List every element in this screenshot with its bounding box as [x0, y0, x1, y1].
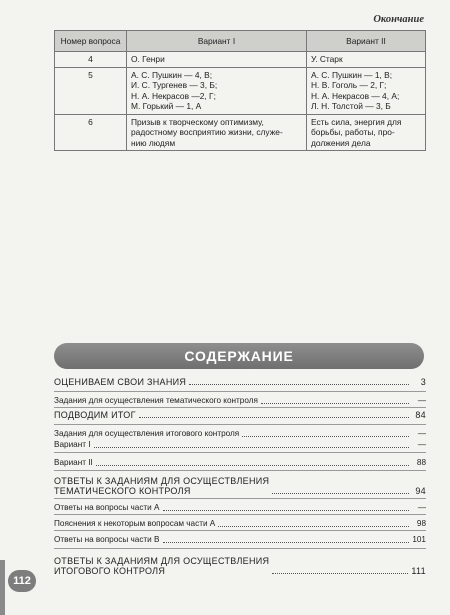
toc-entry[interactable]: [54, 503, 426, 513]
toc-entry-page: —: [417, 429, 426, 438]
toc-entry-label: Ответы на вопросы части А: [54, 503, 160, 512]
toc-entry-page: —: [417, 503, 426, 512]
toc-entry-page: —: [417, 440, 426, 449]
divider: [54, 407, 426, 408]
table-row: [55, 67, 426, 114]
variant-1-cell: Призыв к творческому оптимизму, радостному восприятию жизни, служе- нию людям: [127, 114, 307, 151]
page-number: 112: [13, 575, 31, 587]
toc-entry-page: 3: [420, 377, 426, 387]
toc-entry[interactable]: [54, 476, 426, 496]
contents-title: СОДЕРЖАНИЕ: [184, 348, 294, 364]
toc-entry-label: Пояснения к некоторым вопросам части А: [54, 519, 216, 528]
divider: [54, 391, 426, 392]
toc-entry[interactable]: [54, 556, 426, 576]
toc-entry-page: —: [417, 396, 426, 405]
dot-leader: [261, 402, 409, 404]
dot-leader: [94, 446, 409, 448]
divider: [54, 514, 426, 515]
dot-leader: [272, 572, 408, 574]
toc-entry-page: 101: [412, 535, 426, 544]
variant-2-cell: У. Старк: [307, 52, 426, 68]
toc-entry-label: Задания для осуществления итогового контроля: [54, 429, 240, 438]
column-header-question-number: Номер вопроса: [55, 31, 127, 52]
dot-leader: [272, 492, 409, 494]
toc-entry[interactable]: [54, 396, 426, 406]
dot-leader: [163, 509, 410, 511]
dot-leader: [189, 383, 409, 385]
toc-entry-page: 94: [415, 486, 426, 496]
variant-2-cell: А. С. Пушкин — 1, В; Н. В. Гоголь — 2, Г; Н. А. Некрасов — 4, А; Л. Н. Толстой — 3, Б: [307, 67, 426, 114]
question-number-cell: 6: [55, 114, 127, 151]
question-number-cell: 4: [55, 52, 127, 68]
dot-leader: [163, 541, 410, 543]
dot-leader: [96, 464, 409, 466]
toc-entry-label: ОТВЕТЫ К ЗАДАНИЯМ ДЛЯ ОСУЩЕСТВЛЕНИЯ ТЕМАТИЧЕСКОГО КОНТРОЛЯ: [54, 476, 270, 496]
question-number-cell: 5: [55, 67, 127, 114]
divider: [54, 452, 426, 453]
toc-entry[interactable]: [54, 377, 426, 387]
toc-entry-label: Задания для осуществления тематического контроля: [54, 396, 258, 405]
variant-2-cell: Есть сила, энергия для борьбы, работы, про- должения дела: [307, 114, 426, 151]
toc-entry-page: 88: [416, 458, 426, 467]
table-row: [55, 114, 426, 151]
table-row: [55, 52, 426, 68]
divider: [54, 530, 426, 531]
toc-entry[interactable]: [54, 410, 426, 420]
dot-leader: [139, 416, 409, 418]
toc-entry-page: 84: [415, 410, 426, 420]
variant-1-cell: А. С. Пушкин — 4, В; И. С. Тургенев — 3, Б; Н. А. Некрасов —2, Г; М. Горький — 1, А: [127, 67, 307, 114]
toc-entry-label: ПОДВОДИМ ИТОГ: [54, 410, 136, 420]
divider: [54, 498, 426, 499]
answers-table: [54, 30, 426, 151]
toc-entry-label: Ответы на вопросы части В: [54, 535, 160, 544]
column-header-variant-1: Вариант I: [127, 31, 307, 52]
divider: [54, 424, 426, 425]
dot-leader: [218, 525, 409, 527]
page-edge-bar: [0, 560, 5, 615]
toc-entry[interactable]: [54, 440, 426, 450]
toc-entry-page: 111: [411, 566, 426, 576]
variant-1-cell: О. Генри: [127, 52, 307, 68]
toc-entry[interactable]: [54, 519, 426, 529]
toc-entry-label: Вариант II: [54, 458, 93, 467]
toc-entry-label: ОТВЕТЫ К ЗАДАНИЯМ ДЛЯ ОСУЩЕСТВЛЕНИЯ ИТОГОВОГО КОНТРОЛЯ: [54, 556, 270, 576]
dot-leader: [242, 435, 409, 437]
toc-entry-page: 98: [416, 519, 426, 528]
toc-entry[interactable]: [54, 429, 426, 439]
divider: [54, 470, 426, 471]
running-head: Окончание: [373, 14, 424, 25]
toc-entry-label: Вариант I: [54, 440, 91, 449]
contents-title-banner: [54, 343, 424, 369]
divider: [54, 548, 426, 549]
page-number-badge: [8, 570, 36, 592]
toc-entry[interactable]: [54, 458, 426, 468]
toc-entry-label: ОЦЕНИВАЕМ СВОИ ЗНАНИЯ: [54, 377, 187, 387]
toc-entry[interactable]: [54, 535, 426, 545]
column-header-variant-2: Вариант II: [307, 31, 426, 52]
